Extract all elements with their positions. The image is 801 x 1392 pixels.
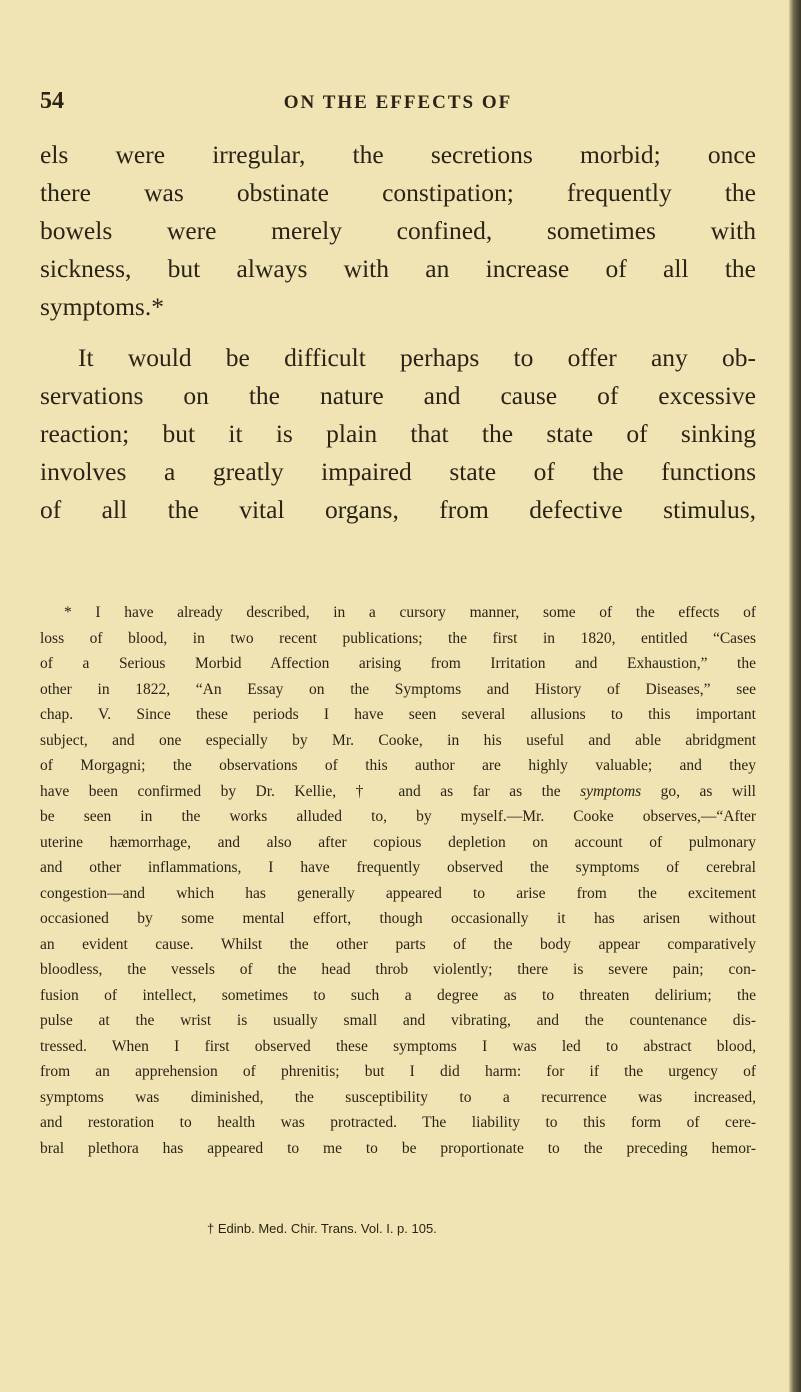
footnote-line: fusion of intellect, sometimes to such a degree as to threaten delirium; the [40, 986, 756, 1004]
paragraph-line: involves a greatly impaired state of the functions [40, 457, 756, 486]
footnote-reference: † Edinb. Med. Chir. Trans. Vol. I. p. 105. [207, 1221, 437, 1236]
footnote-line: be seen in the works alluded to, by myself.—Mr. Cooke observes,—“After [40, 808, 756, 825]
footnote-line: an evident cause. Whilst the other parts of the body appear comparatively [40, 935, 756, 953]
footnote-line: of a Serious Morbid Affection arising from Irritation and Exhaustion,” the [40, 655, 756, 672]
footnote-line: other in 1822, “An Essay on the Symptoms and History of Diseases,” see [40, 680, 756, 698]
footnote-line: occasioned by some mental effort, though occasionally it has arisen without [40, 910, 756, 927]
paragraph-line: reaction; but it is plain that the state of sinking [40, 419, 756, 448]
paragraph-line: bowels were merely confined, sometimes with [40, 216, 756, 245]
paragraph-line: there was obstinate constipation; frequently the [40, 178, 756, 207]
footnote-line: congestion—and which has generally appeared to arise from the excitement [40, 884, 756, 902]
paragraph-line: servations on the nature and cause of excessive [40, 381, 756, 410]
paragraph-line: It would be difficult perhaps to offer any ob- [78, 343, 756, 372]
page-number: 54 [40, 88, 64, 114]
footnote-line: and other inflammations, I have frequently observed the symptoms of cerebral [40, 859, 756, 876]
footnote-line: chap. V. Since these periods I have seen several allusions to this important [40, 706, 756, 723]
paragraph-line: symptoms.* [40, 292, 164, 321]
footnote-line: symptoms was diminished, the susceptibility to a recurrence was increased, [40, 1088, 756, 1106]
footnote-line: and restoration to health was protracted. The liability to this form of cere- [40, 1114, 756, 1131]
footnote-line: * I have already described, in a cursory manner, some of the effects of [64, 604, 756, 621]
footnote-line: tressed. When I first observed these symptoms I was led to abstract blood, [40, 1037, 756, 1055]
running-header [40, 88, 756, 118]
footnote-line: pulse at the wrist is usually small and vibrating, and the countenance dis- [40, 1012, 756, 1029]
footnote-line: bral plethora has appeared to me to be proportionate to the preceding hemor- [40, 1139, 756, 1157]
footnote-line: loss of blood, in two recent publications; the first in 1820, entitled “Cases [40, 629, 756, 647]
footnote-line: have been confirmed by Dr. Kellie, † and as far as the symptoms go, as will [40, 782, 756, 800]
footnote-line: uterine hæmorrhage, and also after copious depletion on account of pulmonary [40, 833, 756, 851]
footnote-line: of Morgagni; the observations of this author are highly valuable; and they [40, 757, 756, 774]
footnote-line: subject, and one especially by Mr. Cooke, in his useful and able abridgment [40, 731, 756, 749]
paragraph-line: of all the vital organs, from defective stimulus, [40, 495, 756, 524]
paragraph-line: sickness, but always with an increase of all the [40, 254, 756, 283]
page-edge [789, 0, 801, 1392]
running-title: ON THE EFFECTS OF [283, 92, 513, 113]
paragraph-line: els were irregular, the secretions morbid; once [40, 140, 756, 169]
footnote-line: from an apprehension of phrenitis; but I did harm: for if the urgency of [40, 1063, 756, 1080]
footnote-line: bloodless, the vessels of the head throb violently; there is severe pain; con- [40, 961, 756, 978]
